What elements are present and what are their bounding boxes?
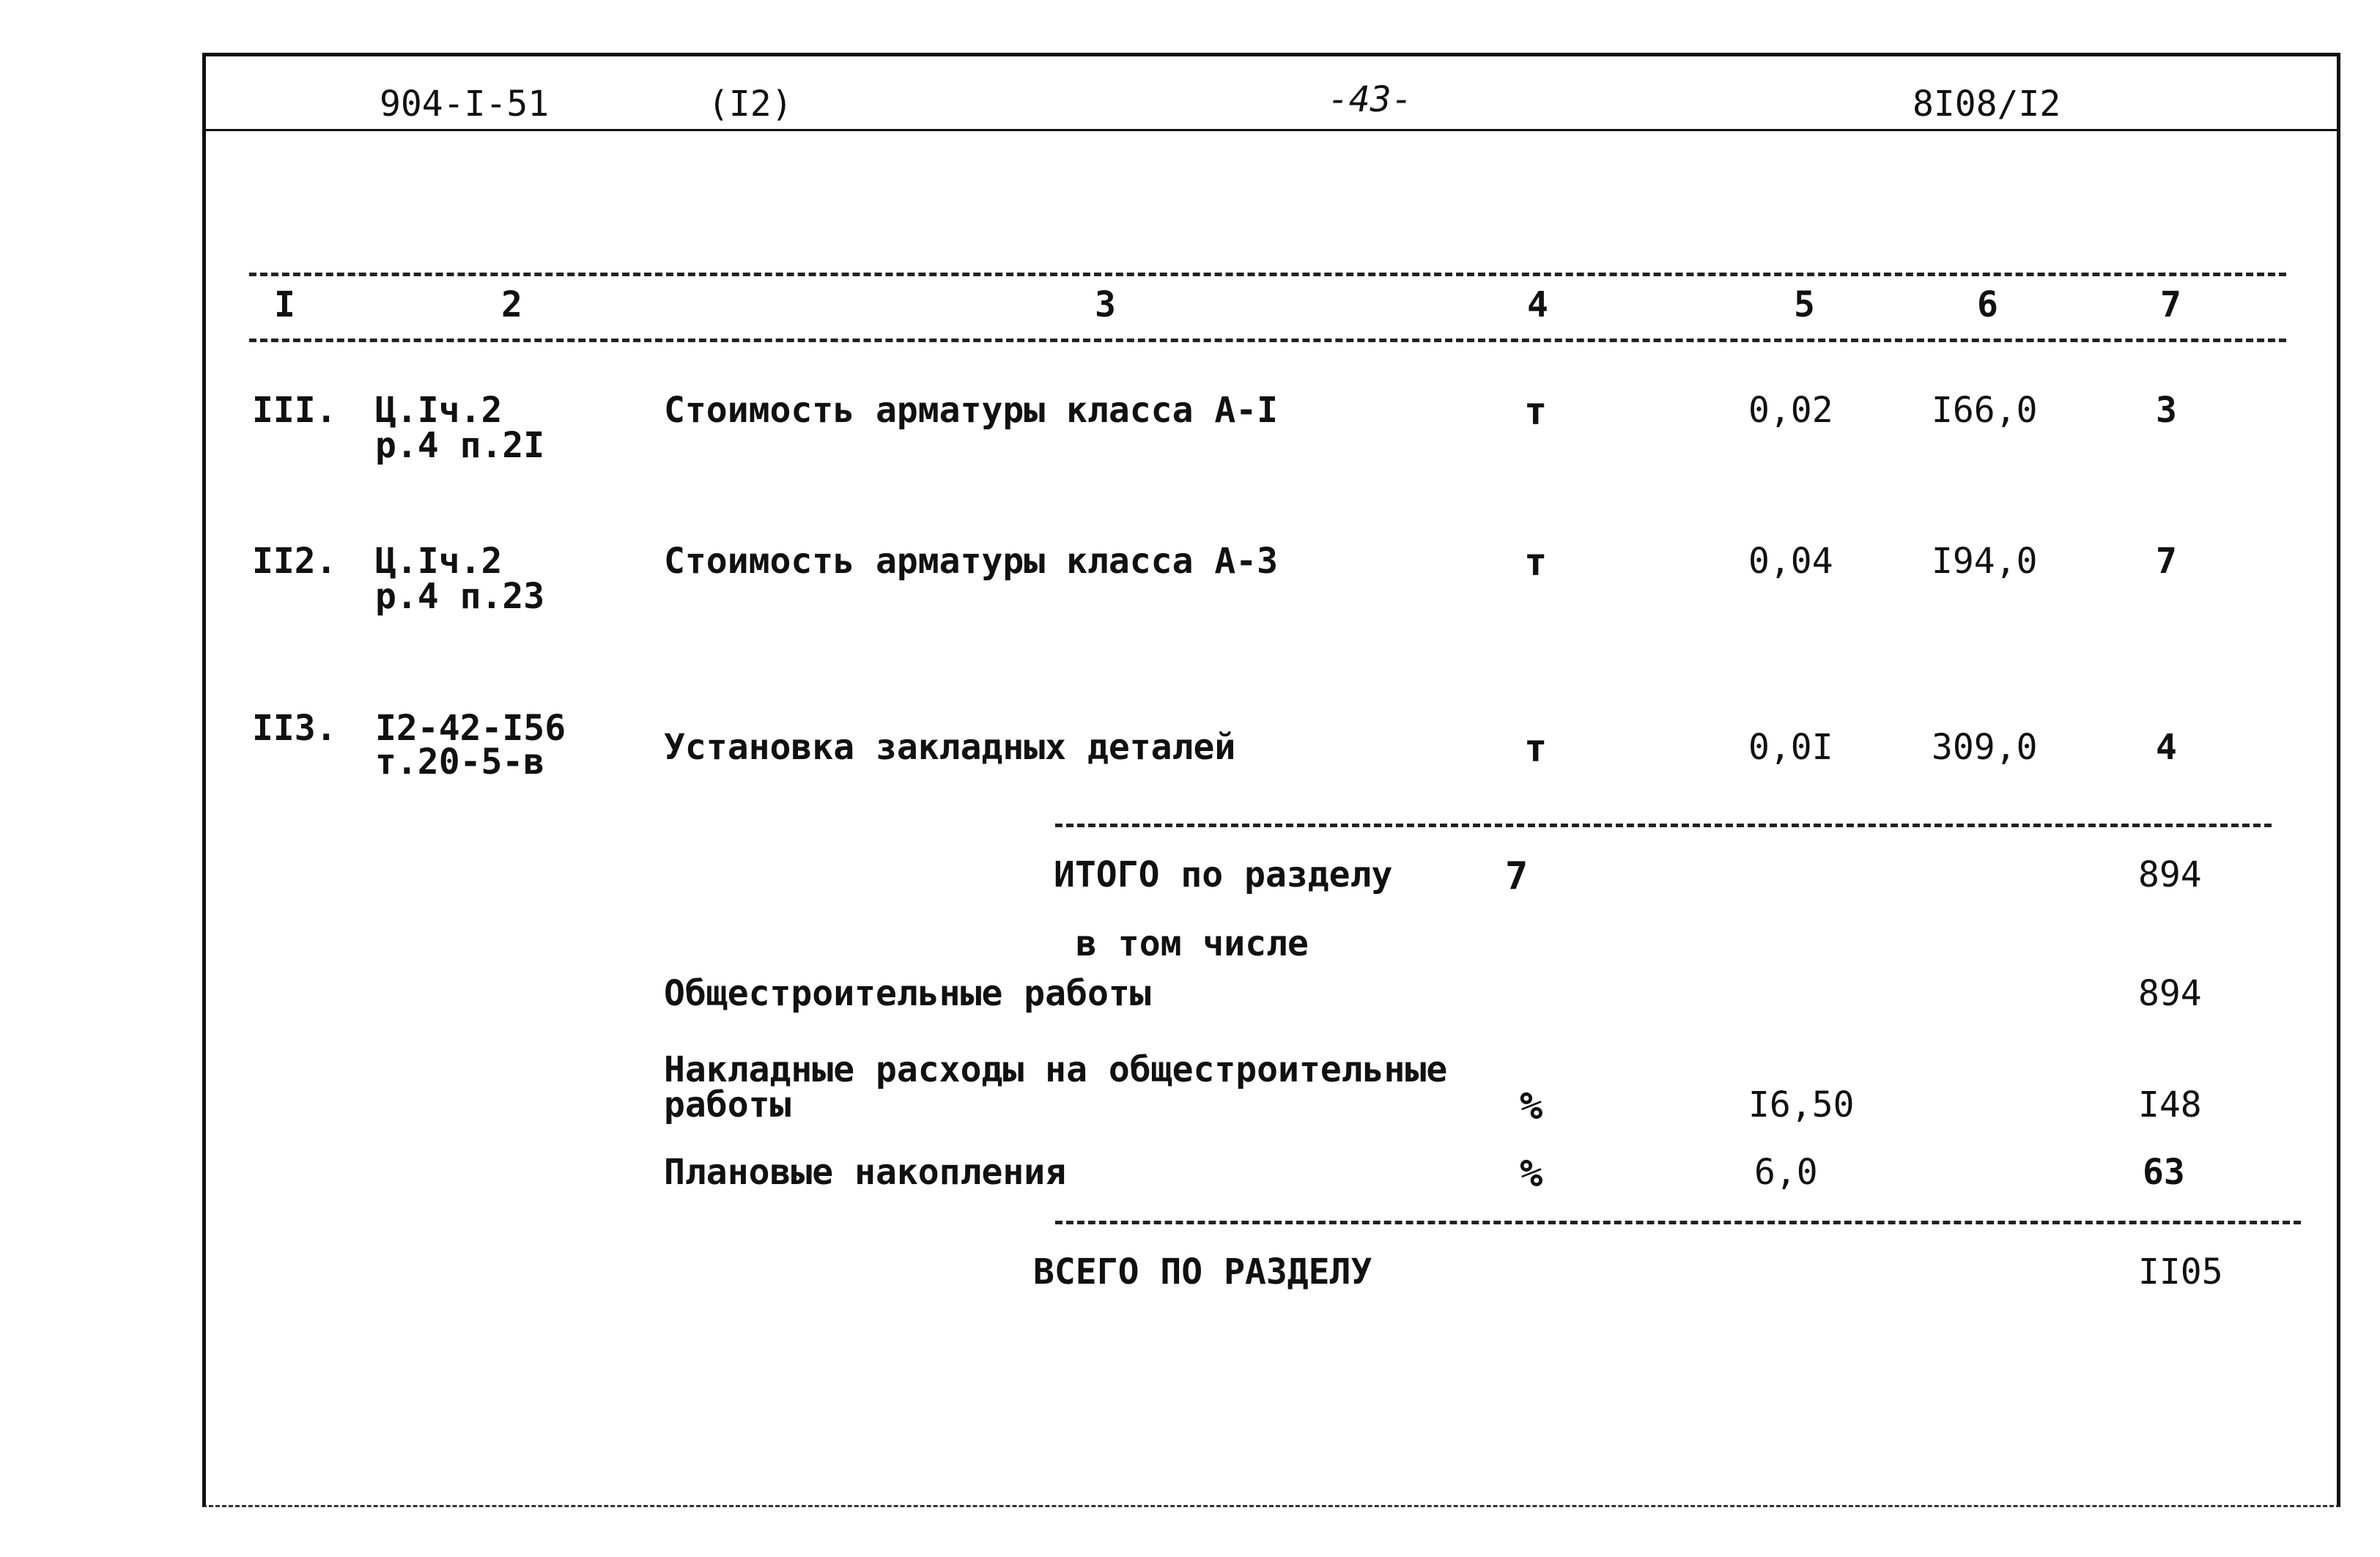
row-ref-line1: Ц.Iч.2	[375, 541, 503, 582]
row-number: II3.	[252, 708, 337, 749]
doc-code: 904-I-51	[380, 84, 550, 125]
column-number-5: 5	[1794, 284, 1815, 325]
planned-savings-unit: %	[1520, 1152, 1543, 1196]
subtotal-col4: 7	[1505, 854, 1529, 898]
row-total: 4	[2156, 727, 2177, 768]
column-header-top-rule	[249, 273, 2286, 276]
column-number-6: 6	[1977, 284, 1998, 325]
column-number-3: 3	[1095, 284, 1116, 325]
page-number: -43-	[1328, 79, 1413, 120]
row-number: II2.	[252, 541, 337, 582]
overhead-rate: I6,50	[1748, 1084, 1855, 1125]
row-quantity: 0,02	[1748, 390, 1833, 431]
row-quantity: 0,04	[1748, 541, 1833, 582]
planned-savings-label: Плановые накопления	[664, 1152, 1067, 1193]
row-total: 3	[2156, 390, 2177, 431]
column-header-bottom-rule	[249, 339, 2286, 342]
row-description: Установка закладных деталей	[664, 727, 1236, 768]
overhead-label-line1: Накладные расходы на общестроительные	[664, 1049, 1448, 1090]
sheet-ref: (I2)	[708, 84, 793, 125]
subtotal-rule	[1055, 824, 2272, 827]
row-ref-line1: Ц.Iч.2	[375, 390, 503, 431]
row-ref-line1: I2-42-I56	[375, 708, 566, 749]
row-unit: т	[1524, 390, 1548, 434]
grand-total-label: ВСЕГО ПО РАЗДЕЛУ	[1033, 1251, 1372, 1292]
row-ref-line2: р.4 п.2I	[375, 425, 545, 466]
row-quantity: 0,0I	[1748, 727, 1833, 768]
row-ref-line2: т.20-5-в	[375, 741, 545, 783]
header-rule	[202, 129, 2340, 131]
overhead-value: I48	[2138, 1084, 2202, 1125]
planned-savings-rate: 6,0	[1754, 1152, 1818, 1193]
row-unit-price: 309,0	[1932, 727, 2038, 768]
column-number-2: 2	[501, 284, 522, 325]
overhead-label-line2: работы	[664, 1084, 791, 1125]
planned-savings-value: 63	[2143, 1152, 2185, 1193]
row-total: 7	[2156, 541, 2177, 582]
row-unit-price: I66,0	[1932, 390, 2038, 431]
row-unit-price: I94,0	[1932, 541, 2038, 582]
row-number: III.	[252, 390, 337, 431]
row-description: Стоимость арматуры класса А-I	[664, 390, 1279, 431]
including-label: в том числе	[1076, 923, 1309, 964]
row-unit: т	[1524, 727, 1548, 771]
general-works-value: 894	[2138, 973, 2202, 1014]
general-works-label: Общестроительные работы	[664, 973, 1151, 1014]
album-code: 8I08/I2	[1912, 84, 2061, 125]
column-number-1: I	[274, 284, 295, 325]
subtotal-value: 894	[2138, 854, 2202, 895]
subtotal-label: ИТОГО по разделу	[1054, 854, 1393, 895]
row-unit: т	[1524, 541, 1548, 585]
column-number-4: 4	[1527, 284, 1548, 325]
grand-total-rule	[1055, 1221, 2301, 1224]
overhead-unit: %	[1520, 1084, 1543, 1128]
row-ref-line2: р.4 п.23	[375, 576, 545, 617]
column-number-7: 7	[2160, 284, 2181, 325]
row-description: Стоимость арматуры класса А-3	[664, 541, 1279, 582]
grand-total-value: II05	[2138, 1251, 2223, 1292]
